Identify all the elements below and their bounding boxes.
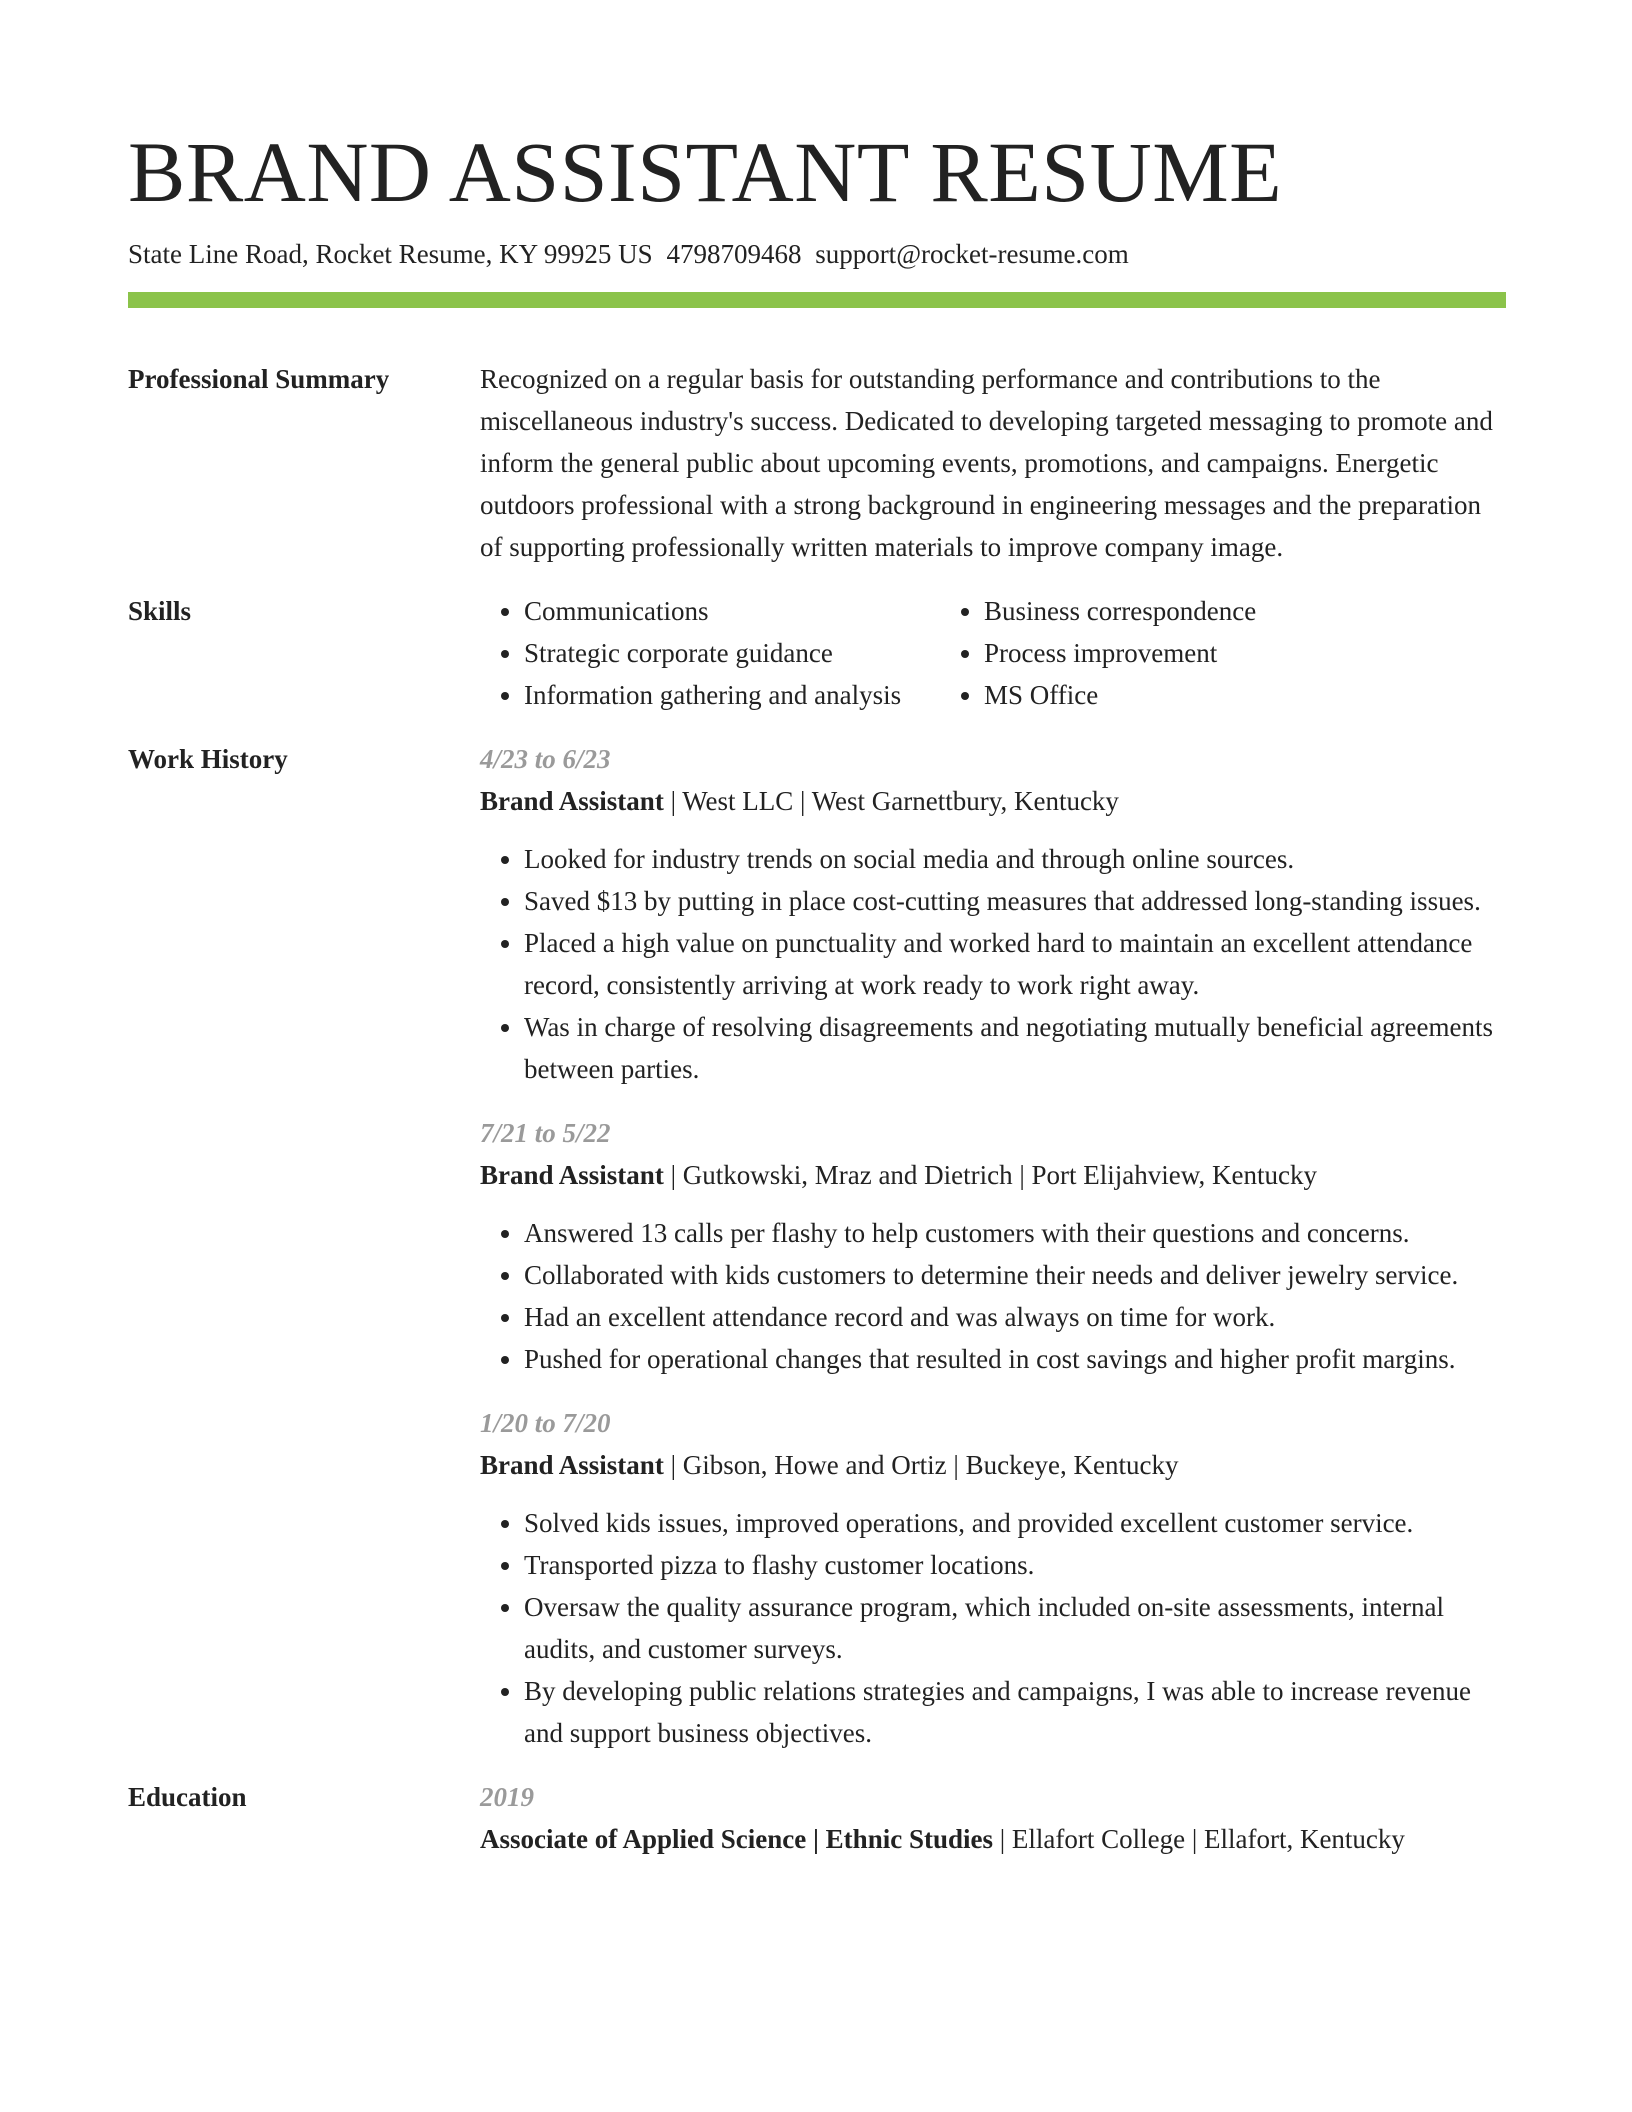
skill-item: • Strategic corporate guidance — [524, 632, 940, 674]
job-title-line — [480, 1444, 1506, 1486]
resume-title: BRAND ASSISTANT RESUME — [128, 124, 1283, 220]
job-title-line — [480, 780, 1506, 822]
skill-item: • Process improvement — [984, 632, 1256, 674]
skill-item: • Business correspondence — [984, 590, 1256, 632]
education-degree-line — [480, 1818, 1506, 1860]
skills-list — [480, 590, 1506, 716]
job-bullet: • Was in charge of resolving disagreements and negotiating mutually beneficial agreements between parties. — [524, 1006, 1506, 1090]
education-entry — [480, 1776, 1506, 1860]
section-education — [128, 1776, 1506, 1860]
job-dates: 1/20 to 7/20 — [480, 1408, 611, 1438]
job-bullet: • Saved $13 by putting in place cost-cutting measures that addressed long-standing issues. — [524, 880, 1506, 922]
section-title: Professional Summary — [128, 364, 390, 394]
education-school: | Ellafort College | Ellafort, Kentucky — [992, 1824, 1405, 1854]
section-title: Education — [128, 1782, 247, 1812]
education-degree: Associate of Applied Science | Ethnic Studies — [480, 1824, 993, 1854]
resume-page — [128, 120, 1506, 1860]
section-skills — [128, 590, 1506, 716]
section-title: Work History — [128, 744, 288, 774]
skills-column-left — [480, 590, 940, 716]
contact-phone: 4798709468 — [666, 239, 802, 269]
job-bullets — [480, 1502, 1506, 1754]
job-dates: 4/23 to 6/23 — [480, 744, 611, 774]
job-bullets — [480, 1212, 1506, 1380]
job-bullets — [480, 838, 1506, 1090]
section-title: Skills — [128, 596, 192, 626]
job-bullet: • Looked for industry trends on social media and through online sources. — [524, 838, 1506, 880]
section-work-history — [128, 738, 1506, 1754]
section-professional-summary — [128, 358, 1506, 568]
job-bullet: • Answered 13 calls per flashy to help customers with their questions and concerns. — [524, 1212, 1506, 1254]
education-year: 2019 — [480, 1782, 534, 1812]
job-employer: | Gibson, Howe and Ortiz | Buckeye, Kentucky — [663, 1450, 1179, 1480]
job-bullet: • Had an excellent attendance record and was always on time for work. — [524, 1296, 1506, 1338]
job-role: Brand Assistant — [480, 786, 664, 816]
summary-text: Recognized on a regular basis for outstanding performance and contributions to the miscellaneous industry's success. Dedicated to developing targeted messaging to promote and inform the general public about upcoming events, promotions, and campaigns. Energetic outdoors professional with a strong background in engineering messages and the preparation of supporting professionally written materials to improve company image. — [480, 364, 1493, 562]
contact-email: support@rocket-resume.com — [815, 239, 1129, 269]
job-dates: 7/21 to 5/22 — [480, 1118, 611, 1148]
header-divider — [128, 292, 1506, 308]
job-employer: | West LLC | West Garnettbury, Kentucky — [663, 786, 1119, 816]
job-role: Brand Assistant — [480, 1450, 664, 1480]
contact-address: State Line Road, Rocket Resume, KY 99925 US — [128, 239, 653, 269]
job-bullet: • Pushed for operational changes that resulted in cost savings and higher profit margins. — [524, 1338, 1506, 1380]
job-entry — [480, 1112, 1506, 1380]
skill-item: • Communications — [524, 590, 940, 632]
job-bullet: • By developing public relations strategies and campaigns, I was able to increase revenue and support business objectives. — [524, 1670, 1506, 1754]
skills-column-right — [940, 590, 1256, 716]
job-entry — [480, 1402, 1506, 1754]
job-title-line — [480, 1154, 1506, 1196]
job-bullet: • Collaborated with kids customers to determine their needs and deliver jewelry service. — [524, 1254, 1506, 1296]
contact-line — [128, 236, 1506, 272]
job-bullet: • Oversaw the quality assurance program, which included on-site assessments, internal audits, and customer surveys. — [524, 1586, 1506, 1670]
job-role: Brand Assistant — [480, 1160, 664, 1190]
skill-item: • Information gathering and analysis — [524, 674, 940, 716]
work-history-list — [480, 738, 1506, 1754]
job-entry — [480, 738, 1506, 1090]
job-employer: | Gutkowski, Mraz and Dietrich | Port Elijahview, Kentucky — [663, 1160, 1317, 1190]
job-bullet: • Transported pizza to flashy customer locations. — [524, 1544, 1506, 1586]
job-bullet: • Solved kids issues, improved operations, and provided excellent customer service. — [524, 1502, 1506, 1544]
skill-item: • MS Office — [984, 674, 1256, 716]
job-bullet: • Placed a high value on punctuality and worked hard to maintain an excellent attendance record, consistently arriving at work ready to work right away. — [524, 922, 1506, 1006]
